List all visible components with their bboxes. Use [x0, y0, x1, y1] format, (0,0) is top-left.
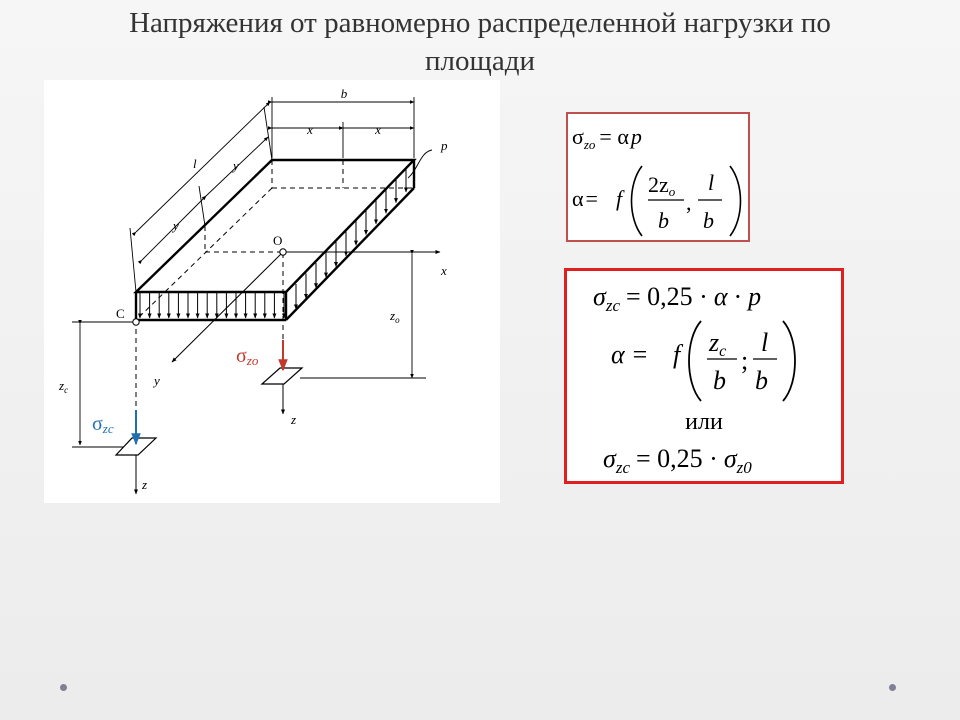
- formula2-frac2-num: l: [761, 328, 769, 357]
- plate-bottom-right-edge: [286, 188, 414, 320]
- stress-element-o: [262, 368, 302, 384]
- label-x-axis: x: [441, 263, 447, 278]
- formula-box-corner: [564, 268, 844, 484]
- label-p: p: [441, 138, 448, 153]
- formula2-line3: $\sigma_{zc} = 0,25 \cdot \sigma_{z0}$: [603, 444, 752, 477]
- formula-center-svg: [568, 114, 748, 240]
- formula-box-center: [566, 112, 750, 242]
- point-o: [280, 249, 286, 255]
- label-l: l: [193, 156, 197, 171]
- formula1-frac1-den: b: [658, 208, 669, 233]
- formula2-frac1-den: b: [713, 366, 726, 395]
- formula2-or: или: [685, 409, 723, 435]
- slide-title-line-1: Напряжения от равномерно распределенной нагрузки по: [129, 7, 831, 39]
- label-o: O: [273, 233, 283, 248]
- formula1-alpha: α=: [572, 186, 598, 211]
- formula1-f: f: [616, 186, 623, 211]
- dimensions: [72, 97, 432, 447]
- formula1-left-paren: [632, 166, 643, 236]
- load-arrows-side: [296, 168, 406, 309]
- load-diagram-panel: [44, 80, 500, 503]
- formula1-line1: $\sigma_{zo} = \alpha p$: [572, 124, 642, 152]
- label-c: C: [116, 306, 125, 321]
- point-c: [133, 319, 139, 325]
- formula1-comma: ,: [686, 190, 692, 215]
- label-y-mid: y: [173, 218, 179, 233]
- label-z0-dim: $z_o$: [390, 308, 400, 325]
- label-z-axis-o: z: [291, 412, 297, 427]
- label-x-left: x: [307, 122, 313, 137]
- formula1-right-paren: [730, 166, 741, 236]
- label-x-right: x: [375, 122, 381, 137]
- label-sigma-zo: σzo: [236, 345, 259, 368]
- formula1-frac2-den: b: [703, 208, 714, 233]
- nav-dot-right[interactable]: [889, 684, 896, 691]
- load-arrows-front: [140, 293, 284, 318]
- label-y-axis: y: [154, 373, 160, 388]
- formula2-f: f: [673, 340, 681, 369]
- formula2-right-paren: [783, 321, 795, 401]
- formula2-line1: $\sigma_{zc} = 0,25 \cdot \alpha \cdot p$: [593, 282, 762, 315]
- nav-dot-left[interactable]: [60, 684, 67, 691]
- label-z-axis-c: z: [142, 477, 148, 492]
- formula1-frac1-num: 2zo: [648, 172, 676, 199]
- label-y-top: y: [233, 158, 239, 173]
- formula1-frac2-num: l: [708, 170, 715, 195]
- label-sigma-zc: σzc: [92, 413, 114, 436]
- slide-title-line-2: площади: [425, 45, 535, 77]
- load-diagram: [44, 80, 500, 503]
- formula2-frac2-den: b: [755, 366, 768, 395]
- formula2-left-paren: [689, 321, 701, 401]
- label-b: b: [340, 86, 348, 101]
- plate: [136, 160, 414, 455]
- formula2-frac1-num: zc: [709, 328, 727, 360]
- y-axis-line: [172, 252, 283, 362]
- label-zc-dim: $z_c$: [59, 378, 69, 395]
- formula2-alpha: α =: [611, 340, 648, 369]
- formula2-semicolon: ;: [741, 346, 749, 375]
- stress-elements: [116, 368, 302, 455]
- formula-corner-svg: [567, 271, 841, 481]
